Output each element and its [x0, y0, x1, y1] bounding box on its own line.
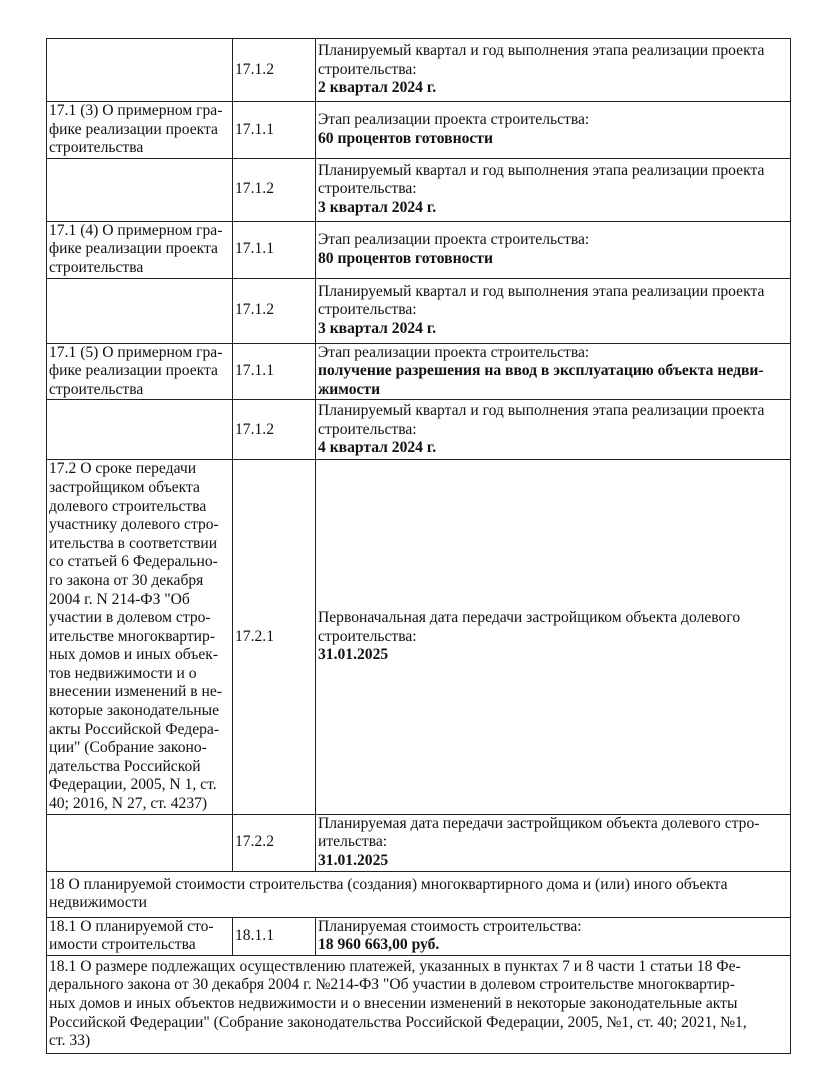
text-line: участнику долевого стро- — [49, 516, 219, 534]
text-line: строительства: — [318, 180, 417, 198]
item-value-cell — [316, 460, 791, 814]
text-line: 3 квартал 2024 г. — [318, 319, 437, 337]
text-line: Планируемый квартал и год выполнения этапа реализации проекта — [318, 161, 765, 179]
section-label-cell — [47, 814, 233, 871]
text-line: имости строительства — [49, 936, 196, 954]
section-label-cell — [47, 102, 233, 159]
item-number-cell: 17.1.1 — [233, 102, 316, 159]
item-value-cell — [316, 158, 791, 221]
text-line: 17.1 (3) О примерном гра- — [49, 102, 223, 119]
text-line: строительства: — [318, 627, 417, 645]
text-line: ительства в соответствии — [49, 534, 218, 552]
section-heading-cell — [47, 871, 791, 917]
item-number-cell: 17.1.2 — [233, 400, 316, 460]
table-row — [47, 871, 791, 917]
text-line: Этап реализации проекта строительства: — [318, 111, 590, 129]
text-line: 17.2 О сроке передачи — [49, 460, 197, 478]
item-number-cell: 17.1.2 — [233, 158, 316, 221]
section-heading-cell — [47, 955, 791, 1053]
item-number-cell: 18.1.1 — [233, 917, 316, 955]
text-line: 2004 г. N 214-ФЗ "Об — [49, 590, 190, 608]
item-value-cell — [316, 343, 791, 400]
table-row — [47, 343, 791, 400]
text-line: Этап реализации проекта строительства: — [318, 231, 590, 249]
text-line: ции" (Собрание законо- — [49, 739, 207, 757]
section-label-cell — [47, 400, 233, 460]
text-line: 31.01.2025 — [318, 851, 389, 869]
text-line: жимости — [318, 380, 381, 398]
table-row — [47, 814, 791, 871]
item-value-cell — [316, 102, 791, 159]
text-line: 60 процентов готовности — [318, 129, 493, 147]
text-line: ительства: — [318, 833, 388, 851]
table-row — [47, 278, 791, 343]
text-line: 17.1 (4) О примерном гра- — [49, 221, 223, 239]
text-line: Планируемый квартал и год выполнения этапа реализации проекта — [318, 42, 765, 60]
section-label-cell — [47, 917, 233, 955]
text-line: недвижимости — [49, 894, 147, 912]
text-line: Планируемая дата передачи застройщиком объекта долевого стро- — [318, 814, 760, 832]
text-line: ст. 33) — [49, 1032, 91, 1050]
item-value-cell — [316, 400, 791, 460]
project-info-table — [46, 38, 791, 1054]
section-label-cell — [47, 158, 233, 221]
item-value-cell — [316, 39, 791, 102]
table-row — [47, 955, 791, 1053]
text-line: ных домов и иных объектов недвижимости и о внесении изменений в некоторые законодательные акты — [49, 995, 738, 1013]
item-number-cell: 17.1.2 — [233, 39, 316, 102]
item-number-cell: 17.1.2 — [233, 278, 316, 343]
text-line: застройщиком объекта — [49, 478, 200, 496]
text-line: 3 квартал 2024 г. — [318, 199, 437, 217]
text-line: 18 О планируемой стоимости строительства (создания) многоквартирного дома и (или) иного объекта — [49, 875, 728, 893]
section-label-cell — [47, 460, 233, 814]
text-line: со статьей 6 Федерально- — [49, 553, 218, 571]
text-line: ных домов и иных объек- — [49, 646, 219, 664]
table-row — [47, 460, 791, 814]
item-value-cell — [316, 221, 791, 278]
text-line: которые законодательные — [49, 702, 220, 720]
text-line: Планируемый квартал и год выполнения этапа реализации проекта — [318, 282, 765, 300]
text-line: долевого строительства — [49, 497, 207, 515]
item-number-cell: 17.1.1 — [233, 343, 316, 400]
text-line: фике реализации проекта — [49, 240, 218, 258]
text-line: Планируемая стоимость строительства: — [318, 917, 582, 935]
text-line: 31.01.2025 — [318, 646, 389, 664]
section-label-cell — [47, 39, 233, 102]
text-line: внесении изменений в не- — [49, 683, 222, 701]
text-line: го закона от 30 декабря — [49, 571, 204, 589]
text-line: 18 960 663,00 руб. — [318, 936, 440, 954]
text-line: тов недвижимости и о — [49, 664, 197, 682]
table-row — [47, 917, 791, 955]
section-label-cell — [47, 343, 233, 400]
table-row — [47, 221, 791, 278]
text-line: Первоначальная дата передачи застройщиком объекта долевого — [318, 609, 741, 627]
table-row — [47, 158, 791, 221]
text-line: Этап реализации проекта строительства: — [318, 343, 590, 361]
item-number-cell: 17.2.1 — [233, 460, 316, 814]
table-row — [47, 400, 791, 460]
text-line: фике реализации проекта — [49, 362, 218, 380]
text-line: 40; 2016, N 27, ст. 4237) — [49, 795, 208, 813]
text-line: 18.1 О размере подлежащих осуществлению платежей, указанных в пунктах 7 и 8 части 1 статьи 18 Фе- — [49, 957, 741, 975]
item-value-cell — [316, 814, 791, 871]
text-line: получение разрешения на ввод в эксплуатацию объекта недви- — [318, 362, 764, 380]
text-line: ительстве многоквартир- — [49, 627, 216, 645]
text-line: строительства: — [318, 301, 417, 319]
section-label-cell — [47, 221, 233, 278]
text-line: Федерации, 2005, N 1, ст. — [49, 776, 217, 794]
text-line: Российской Федерации" (Собрание законодательства Российской Федерации, 2005, №1, ст. 40; 2021, №1, — [49, 1013, 747, 1031]
text-line: 18.1 О планируемой сто- — [49, 917, 214, 935]
text-line: строительства — [49, 139, 144, 157]
text-line: строительства — [49, 258, 144, 276]
table-row — [47, 102, 791, 159]
text-line: строительства: — [318, 60, 417, 78]
text-line: Планируемый квартал и год выполнения этапа реализации проекта — [318, 401, 765, 419]
item-value-cell — [316, 917, 791, 955]
text-line: строительства — [49, 380, 144, 398]
text-line: 4 квартал 2024 г. — [318, 439, 437, 457]
text-line: 17.1 (5) О примерном гра- — [49, 343, 223, 361]
item-number-cell: 17.2.2 — [233, 814, 316, 871]
text-line: акты Российской Федера- — [49, 720, 220, 738]
text-line: строительства: — [318, 420, 417, 438]
item-number-cell: 17.1.1 — [233, 221, 316, 278]
table-row — [47, 39, 791, 102]
text-line: дательства Российской — [49, 757, 201, 775]
section-label-cell — [47, 278, 233, 343]
text-line: дерального закона от 30 декабря 2004 г. №214-ФЗ "Об участии в долевом строительстве многоквартир- — [49, 976, 735, 994]
text-line: участии в долевом стро- — [49, 609, 211, 627]
text-line: 2 квартал 2024 г. — [318, 79, 437, 97]
text-line: 80 процентов готовности — [318, 249, 493, 267]
item-value-cell — [316, 278, 791, 343]
text-line: фике реализации проекта — [49, 120, 218, 138]
